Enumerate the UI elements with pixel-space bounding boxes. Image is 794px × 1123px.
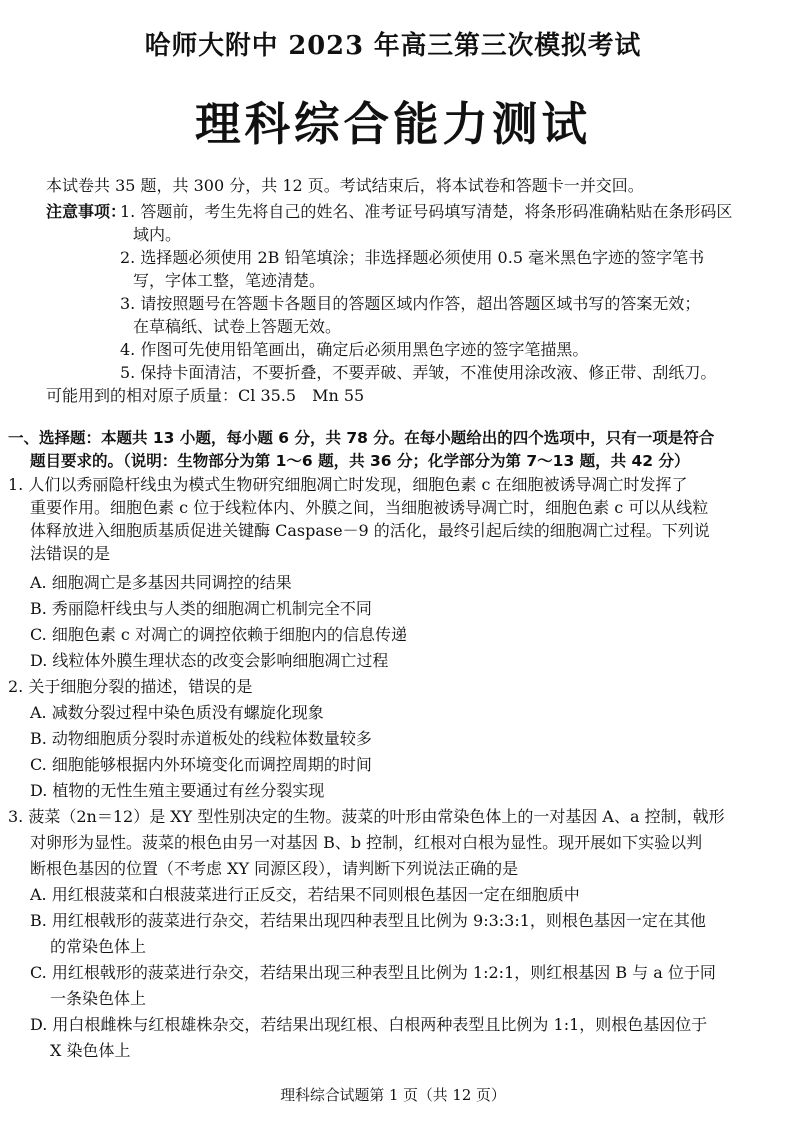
- answer-option: D. 用白根雌株与红根雄株杂交，若结果出现红根、白根两种表型且比例为 1:1，则根色基因位于: [30, 1015, 708, 1034]
- answer-option: D. 植物的无性生殖主要通过有丝分裂实现: [30, 781, 325, 800]
- notice-item: 4. 作图可先使用铅笔画出，确定后必须用黑色字迹的签字笔描黑。: [120, 340, 589, 359]
- notice-label: 注意事项：: [46, 202, 127, 221]
- question-stem: 体释放进入细胞质基质促进关键酶 Caspase－9 的活化，最终引起后续的细胞凋亡过程。下列说: [30, 521, 710, 540]
- answer-option: B. 动物细胞质分裂时赤道板处的线粒体数量较多: [30, 729, 372, 748]
- question-stem: 3. 菠菜（2n＝12）是 XY 型性别决定的生物。菠菜的叶形由常染色体上的一对基因 A、a 控制，戟形: [8, 807, 725, 826]
- answer-option: A. 减数分裂过程中染色质没有螺旋化现象: [30, 703, 324, 722]
- answer-option: C. 细胞色素 c 对凋亡的调控依赖于细胞内的信息传递: [30, 625, 407, 644]
- question-stem: 2. 关于细胞分裂的描述，错误的是: [8, 677, 253, 696]
- notice-item: 写，字体工整，笔迹清楚。: [133, 271, 326, 290]
- answer-option: 的常染色体上: [50, 937, 147, 956]
- answer-option: 一条染色体上: [50, 989, 147, 1008]
- exam-title-top: 哈师大附中 2023 年高三第三次模拟考试: [144, 31, 642, 61]
- question-stem: 重要作用。细胞色素 c 位于线粒体内、外膜之间，当细胞被诱导凋亡时，细胞色素 c 可以从线粒: [30, 498, 709, 517]
- exam-title-main: 理科综合能力测试: [195, 97, 591, 151]
- notice-item: 5. 保持卡面清洁，不要折叠，不要弄破、弄皱，不准使用涂改液、修正带、刮纸刀。: [120, 363, 717, 382]
- section-heading: 题目要求的。（说明：生物部分为第 1～6 题，共 36 分；化学部分为第 7～13 题，共 42 分）: [30, 452, 690, 470]
- notice-item: 在草稿纸、试卷上答题无效。: [133, 317, 342, 336]
- atomic-mass-line: 可能用到的相对原子质量：Cl 35.5 Mn 55: [46, 386, 365, 405]
- notice-item: 域内。: [133, 225, 182, 244]
- notice-item: 1. 答题前，考生先将自己的姓名、准考证号码填写清楚，将条形码准确粘贴在条形码区: [120, 202, 733, 221]
- answer-option: C. 细胞能够根据内外环境变化而调控周期的时间: [30, 755, 372, 774]
- question-stem: 断根色基因的位置（不考虑 XY 同源区段），请判断下列说法正确的是: [30, 859, 519, 878]
- page-footer: 理科综合试题第 1 页（共 12 页）: [280, 1086, 506, 1104]
- answer-option: D. 线粒体外膜生理状态的改变会影响细胞凋亡过程: [30, 651, 389, 670]
- question-stem: 法错误的是: [30, 544, 111, 563]
- answer-option: A. 细胞凋亡是多基因共同调控的结果: [30, 573, 292, 592]
- notice-item: 3. 请按照题号在答题卡各题目的答题区域内作答，超出答题区域书写的答案无效；: [120, 294, 701, 313]
- answer-option: C. 用红根戟形的菠菜进行杂交，若结果出现三种表型且比例为 1:2:1，则红根基因 B 与 a 位于同: [30, 963, 716, 982]
- answer-option: A. 用红根菠菜和白根菠菜进行正反交，若结果不同则根色基因一定在细胞质中: [30, 885, 580, 904]
- question-stem: 对卵形为显性。菠菜的根色由另一对基因 B、b 控制，红根对白根为显性。现开展如下实验以判: [30, 833, 703, 852]
- question-stem: 1. 人们以秀丽隐杆线虫为模式生物研究细胞凋亡时发现，细胞色素 c 在细胞被诱导凋亡时发挥了: [8, 475, 688, 494]
- notice-item: 2. 选择题必须使用 2B 铅笔填涂；非选择题必须使用 0.5 毫米黑色字迹的签字笔书: [120, 248, 705, 267]
- answer-option: X 染色体上: [50, 1041, 131, 1060]
- section-heading: 一、选择题：本题共 13 小题，每小题 6 分，共 78 分。在每小题给出的四个选项中，只有一项是符合: [8, 429, 715, 447]
- answer-option: B. 秀丽隐杆线虫与人类的细胞凋亡机制完全不同: [30, 599, 372, 618]
- answer-option: B. 用红根戟形的菠菜进行杂交，若结果出现四种表型且比例为 9:3:3:1，则根色基因一定在其他: [30, 911, 706, 930]
- exam-summary: 本试卷共 35 题，共 300 分，共 12 页。考试结束后，将本试卷和答题卡一并交回。: [46, 176, 644, 195]
